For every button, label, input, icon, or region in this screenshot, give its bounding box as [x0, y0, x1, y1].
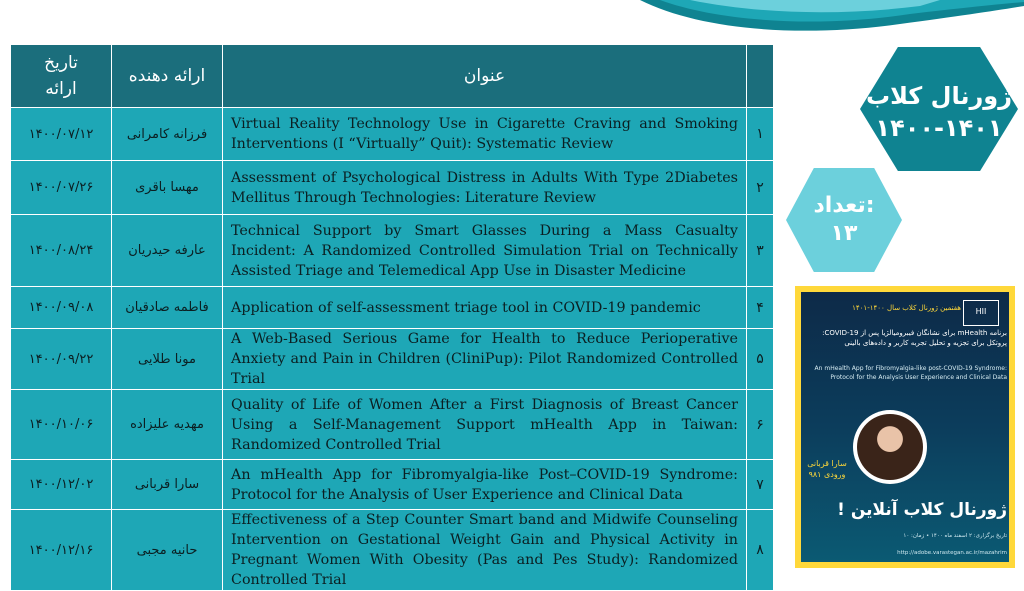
- header-title: عنوان: [223, 45, 747, 108]
- poster-footer: تاریخ برگزاری: ۲ اسفند ماه ۱۴۰۰ • زمان: ۱۰: [903, 533, 1007, 539]
- header-date-label: تاریخ ارائه: [44, 53, 78, 99]
- row-title: Assessment of Psychological Distress in Adults With Type 2Diabetes Mellitus Through Technologies: Literature Review: [223, 161, 747, 215]
- table-row: [11, 390, 774, 460]
- header-presenter: ارائه دهنده: [112, 45, 223, 108]
- table-row: [11, 460, 774, 510]
- count-badge: [786, 192, 902, 248]
- row-date: ۱۴۰۰/۱۰/۰۶: [11, 390, 112, 460]
- row-title: Quality of Life of Women After a First Diagnosis of Breast Cancer Using a Self-Management Support mHealth App in Taiwan: Randomized Controlled Trial: [223, 390, 747, 460]
- poster-persian-title: برنامه mHealth برای نشانگان فیبرومیالژیا پس از COVID-19: پروتکل برای تجزیه و تحلیل تجربه کاربر و داده‌های بالینی: [822, 329, 1007, 347]
- poster-english-title: An mHealth App for Fibromyalgia-like post-COVID-19 Syndrome: Protocol for the Analysis User Experience and Clinical Data: [814, 365, 1007, 381]
- row-title: A Web-Based Serious Game for Health to Reduce Perioperative Anxiety and Pain in Children (CliniPup): Pilot Randomized Controlled Trial: [223, 329, 747, 390]
- row-number: ۷: [747, 460, 774, 510]
- header-number: [747, 45, 774, 108]
- poster-big-title: ژورنال کلاب آنلاین !: [837, 500, 1007, 520]
- row-presenter: فاطمه صادقیان: [112, 287, 223, 329]
- poster-logo: HII: [963, 300, 999, 326]
- row-presenter: مهدیه علیزاده: [112, 390, 223, 460]
- row-presenter: مونا طلایی: [112, 329, 223, 390]
- poster-headline: هفتمین ژورنال کلاب سال ۱۴۰۰-۱۴۰۱: [852, 304, 961, 312]
- row-number: ۵: [747, 329, 774, 390]
- row-date: ۱۴۰۰/۰۹/۰۸: [11, 287, 112, 329]
- row-title: An mHealth App for Fibromyalgia-like Post–COVID-19 Syndrome: Protocol for the Analysis of User Experience and Clinical Data: [223, 460, 747, 510]
- row-date: ۱۴۰۰/۰۸/۲۴: [11, 215, 112, 287]
- row-number: ۶: [747, 390, 774, 460]
- event-poster: [795, 286, 1015, 568]
- row-title: Technical Support by Smart Glasses During a Mass Casualty Incident: A Randomized Controlled Simulation Trial on Technically Assisted Triage and Telemedical App Use in Disaster Medicine: [223, 215, 747, 287]
- row-presenter: عارفه حیدریان: [112, 215, 223, 287]
- club-title: ژورنال کلاب: [865, 82, 1013, 110]
- row-number: ۱: [747, 108, 774, 161]
- table-row: [11, 329, 774, 390]
- row-date: ۱۴۰۰/۱۲/۱۶: [11, 510, 112, 591]
- row-date: ۱۴۰۰/۰۷/۲۶: [11, 161, 112, 215]
- row-date: ۱۴۰۰/۰۹/۲۲: [11, 329, 112, 390]
- table-header-row: [11, 45, 774, 108]
- club-years: ۱۴۰۰-۱۴۰۱: [875, 114, 1003, 142]
- row-presenter: سارا قربانی: [112, 460, 223, 510]
- presenter-photo: [853, 410, 927, 484]
- row-date: ۱۴۰۰/۱۲/۰۲: [11, 460, 112, 510]
- header-date: [11, 45, 112, 108]
- table-row: [11, 287, 774, 329]
- count-value: ۱۳: [830, 221, 858, 246]
- row-presenter: حانیه مجبی: [112, 510, 223, 591]
- row-title: Virtual Reality Technology Use in Cigarette Craving and Smoking Interventions (I “Virtually” Quit): Systematic Review: [223, 108, 747, 161]
- row-title: Application of self-assessment triage tool in COVID-19 pandemic: [223, 287, 747, 329]
- poster-url: http://adobe.varastegan.ac.ir/mazahrim: [897, 550, 1007, 556]
- row-number: ۳: [747, 215, 774, 287]
- poster-body: [801, 292, 1009, 562]
- row-presenter: فرزانه کامرانی: [112, 108, 223, 161]
- club-title-badge: [860, 80, 1018, 144]
- count-label: تعداد:: [813, 193, 875, 218]
- row-title: Effectiveness of a Step Counter Smart band and Midwife Counseling Intervention on Gestational Weight Gain and Physical Activity in Pregnant Women With Obesity (Pas and Pes Study): Randomized Controlled Trial: [223, 510, 747, 591]
- row-presenter: مهسا باقری: [112, 161, 223, 215]
- table-row: [11, 108, 774, 161]
- journal-club-table: [10, 44, 774, 591]
- row-number: ۲: [747, 161, 774, 215]
- row-number: ۴: [747, 287, 774, 329]
- table-row: [11, 510, 774, 591]
- poster-presenter: سارا قربانی ورودی ۹۸۱: [807, 459, 847, 479]
- row-number: ۸: [747, 510, 774, 591]
- table-row: [11, 161, 774, 215]
- row-date: ۱۴۰۰/۰۷/۱۲: [11, 108, 112, 161]
- table-row: [11, 215, 774, 287]
